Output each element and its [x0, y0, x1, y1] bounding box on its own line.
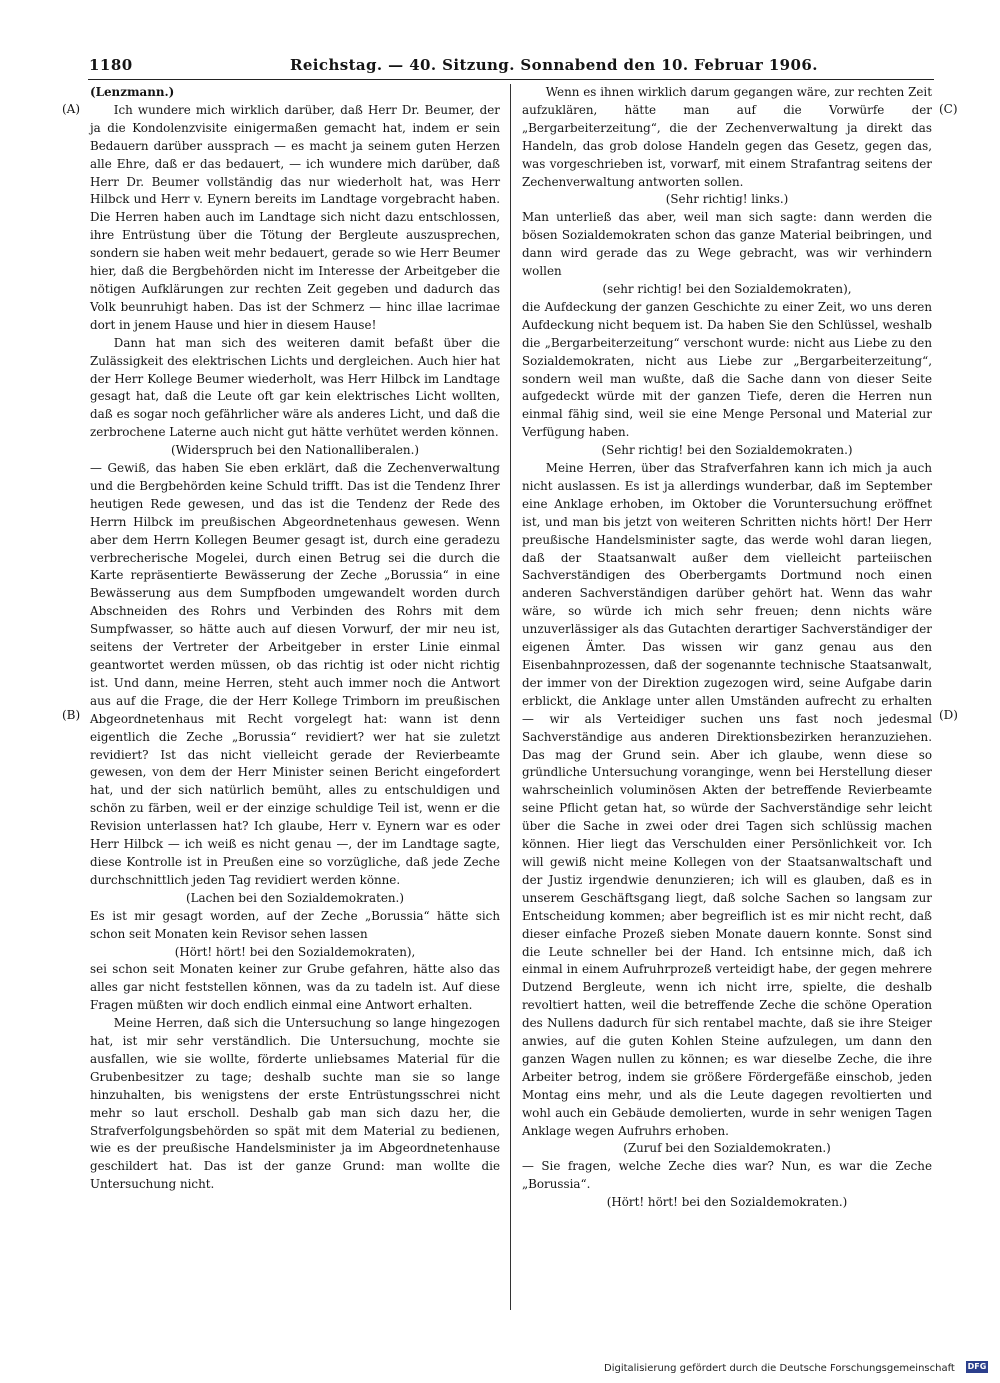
paragraph: die Aufdeckung der ganzen Geschichte zu einer Zeit, wo uns deren Aufdeckung nicht bequem ist. Da haben Sie den Schlüssel, weshalb die „Bergarbeiterzeitung“ verschont wurde: nicht aus Liebe zu den Sozialdemokraten, nicht aus Liebe zur „Bergarbeiterzeitung“, sondern weil man wußte, daß die Sache dann von dieser Seite aufgedeckt würde mit der ganzen Tiefe, deren die Herren nun einmal fähig sind, weil sie eine Menge Personal und Material zur Verfügung haben. [522, 299, 932, 440]
interjection: (Lachen bei den Sozialdemokraten.) [186, 890, 404, 905]
margin-letter-b: (B) [62, 708, 81, 722]
paragraph: Dann hat man sich des weiteren damit befaßt über die Zulässigkeit des elektrischen Lichts und dergleichen. Auch hier hat der Herr Kollege Beumer wiederholt, was Herr Hilbck im Landtage gesagt hat, daß die Leute oft gar kein elektrisches Licht wollten, daß es sogar noch gefährlicher wäre als anderes Licht, und daß die zerbrochene Laterne auch nicht gut hätte verhütet werden können. [90, 335, 500, 440]
paragraph: Es ist mir gesagt worden, auf der Zeche „Borussia“ hätte sich schon seit Monaten kein Revisor sehen lassen [90, 908, 500, 941]
column-divider [510, 84, 511, 1310]
paragraph: — Gewiß, das haben Sie eben erklärt, daß die Zechenverwaltung und die Bergbehörden keine Schuld trifft. Das ist die Tendenz Ihrer heutigen Rede gewesen, und das ist die Tendenz der Rede des Herrn Hilbck im preußischen Abgeordnetenhaus gewesen. Wenn aber dem Herrn Kollegen Beumer gesagt ist, durch eine geradezu verbrecherische Mogelei, durch einen Betrug sei die durch die Karte repräsentierte Bewässerung der Zeche „Borussia“ in eine Bewässerung aus dem Sumpfboden umgewandelt worden durch Abschneiden des Rohrs und Verbinden des Rohrs mit dem Sumpfwasser, so hätte auch auf diesen Vorwurf, der mir neu ist, seitens der Vertreter der Arbeitgeber in erster Linie einmal geantwortet werden müssen, ob das richtig ist oder nicht richtig ist. Und dann, meine Herren, steht auch immer noch die Antwort aus auf die Frage, die der Herr Kollege Trimborn im preußischen Abgeordnetenhaus mit Recht vorgelegt hat: wann ist denn eigentlich die Zeche „Borussia“ revidiert? wer hat sie zuletzt revidiert? Ist das nicht vielleicht gerade der Revierbeamte gewesen, von dem der Herr Minister seinen Bericht eingefordert hat, und der sich natürlich bemüht, alles zu entschuldigen und schön zu färben, weil er der einzige schuldige Teil ist, wenn er die Revision unterlassen hat? Ich glaube, Herr v. Eynern war es oder Herr Hilbck — ich weiß es nicht genau —, der im Landtage sagte, diese Kontrolle ist in Preußen eine so vorzügliche, daß jede Zeche durchschnittlich jeden Tag revidiert werden könne. [90, 461, 500, 887]
paragraph: Man unterließ das aber, weil man sich sagte: dann werden die bösen Sozialdemokraten schon das ganze Material beibringen, und dann wird gerade das zu Wege gebracht, was wir verhindern wollen [522, 210, 932, 279]
speaker-name: (Lenzmann.) [90, 85, 175, 99]
interjection: (sehr richtig! bei den Sozialdemokraten), [602, 281, 852, 296]
running-head: Reichstag. — 40. Sitzung. Sonnabend den 10. Februar 1906. [290, 56, 818, 74]
page-number: 1180 [89, 56, 133, 74]
left-column [90, 84, 500, 1194]
dfg-logo: DFG [967, 1362, 987, 1371]
interjection: (Sehr richtig! links.) [665, 192, 789, 207]
paragraph: Ich wundere mich wirklich darüber, daß Herr Dr. Beumer, der ja die Kondolenzvisite einigermaßen gemacht hat, indem er sein Bedauern darüber aussprach — es macht ja seinem guten Herzen alle Ehre, daß er das bedauert, — ich wundere mich darüber, daß Herr Dr. Beumer vollständig das nur wiederholt hat, was Herr Hilbck und Herr v. Eynern bereits im Landtage vorgebracht haben. Die Herren haben auch im Landtage sich nicht dazu entschlossen, ihre Entrüstung über die Tötung der Bergleute auszusprechen, sondern sie haben weit mehr bedauert, gerade so wie Herr Beumer hier, daß die Bergbehörden nicht im Interesse der Arbeitgeber die nötigen Aufklärungen zur rechten Zeit gegeben und dadurch das Volk beunruhigt haben. Das ist der Schmerz — hinc illae lacrimae dort in jenem Hause und hier in diesem Hause! [90, 102, 500, 332]
header-rule [88, 79, 934, 80]
paragraph: Meine Herren, über das Strafverfahren kann ich mich ja auch nicht auslassen. Es ist ja allerdings wunderbar, daß im September eine Anklage erhoben, im Oktober die Voruntersuchung eröffnet ist, und man bis jetzt von weiteren Schritten nichts hört! Der Herr preußische Handelsminister sagte, das werde wohl daran liegen, daß der Staatsanwalt außer dem vielleicht parteiischen Sachverständigen des Oberbergamts Dortmund noch einen anderen Sachverständigen darüber gehört hat. Wenn das wahr wäre, so würde ich mich sehr freuen; denn nichts wäre unzuverlässiger als das Gutachten derartiger Sachverständiger der eigenen Ämter. Das wissen wir ganz genau aus den Eisenbahnprozessen, daß der sogenannte technische Staatsanwalt, der immer von der Direktion zugezogen wird, seine Aufgabe darin erblickt, die Anklage unter allen Umständen aufrecht zu erhalten — wir als Verteidiger suchen uns fast noch jedesmal Sachverständige aus anderen Direktionsbezirken heranzuziehen. Das mag der Grund sein. Aber ich glaube, wenn diese so gründliche Untersuchung voranginge, wenn bei Herstellung dieser wahrscheinlich voluminösen Akten der betreffende Revierbeamte seine Pflicht getan hat, so würde der Sachverständige sehr leicht über die Sache in zwei oder drei Tagen sich schlüssig machen können. Hier liegt das Verschulden einer Persönlichkeit vor. Ich will gewiß nicht meine Kollegen von der Staatsanwaltschaft und der Justiz irgendwie denunzieren; ich will es glauben, daß es in unserem Geschäftsgang liegt, daß solche Sachen so langsam zur Entscheidung kommen; aber begreiflich ist es mir nicht recht, daß dieser einfache Prozeß sieben Monate dauern konnte. Sonst sind die Leute schneller bei der Hand. Ich entsinne mich, daß ich einmal in einem Aufruhrprozeß verteidigt habe, der gegen mehrere Dutzend Bergleute, wenn ich nicht irre, spielte, die deshalb revoltiert hatten, weil die betreffende Zeche die schöne Operation des Nullens dadurch für sich rentabel machte, daß sie ihre Steiger anwies, auf die guten Kohlen Steine aufzulegen, um dann den ganzen Wagen nullen zu können; es war dieselbe Zeche, die ihre Arbeiter betrog, indem sie größere Fördergefäße einschob, jeden Montag eins mehr, und als die Leute dagegen revoltierten und wohl auch ein Gebäude demolierten, wurde in sehr wenigen Tagen Anklage wegen Aufruhrs erhoben. [522, 461, 932, 1138]
paragraph: — Sie fragen, welche Zeche dies war? Nun, es war die Zeche „Borussia“. [522, 1159, 932, 1192]
interjection: (Hört! hört! bei den Sozialdemokraten.) [606, 1195, 848, 1210]
paragraph: sei schon seit Monaten keiner zur Grube gefahren, hätte also das alles gar nicht feststellen können, was da zu tadeln ist. Auf diese Fragen müßten wir doch endlich einmal eine Antwort erhalten. [90, 962, 500, 1013]
paragraph: Meine Herren, daß sich die Untersuchung so lange hingezogen hat, ist mir sehr verständlich. Die Untersuchung, mochte sie ausfallen, wie sie wollte, förderte unliebsames Material für die Grubenbesitzer zu tage; deshalb suchte man sie so lange hinzuhalten, bis wenigstens der erste Entrüstungsschrei nicht mehr so laut erscholl. Deshalb gab man sich dazu her, die Strafverfolgungsbehörden so spät mit dem Material zu bedienen, wie es der preußische Handelsminister ja im Abgeordnetenhause geschildert hat. Das ist der ganze Grund: man wollte die Untersuchung nicht. [90, 1016, 500, 1192]
interjection: (Zuruf bei den Sozialdemokraten.) [623, 1141, 831, 1156]
right-column [522, 84, 932, 1212]
margin-letter-d: (D) [939, 708, 958, 722]
interjection: (Widerspruch bei den Nationalliberalen.) [171, 443, 419, 458]
paragraph: Wenn es ihnen wirklich darum gegangen wäre, zur rechten Zeit aufzuklären, hätte man auf die Vorwürfe der „Bergarbeiterzeitung“, die der Zechenverwaltung ja direkt das Handeln, das grob dolose Handeln gegen das Gesetz, gegen das, was vorgeschrieben ist, vorwarf, mit einem Strafantrag seitens der Zechenverwaltung antworten sollen. [522, 85, 932, 189]
interjection: (Sehr richtig! bei den Sozialdemokraten.) [601, 443, 853, 458]
digitization-credit: Digitalisierung gefördert durch die Deutsche Forschungsgemeinschaft [604, 1363, 955, 1374]
interjection: (Hört! hört! bei den Sozialdemokraten), [174, 944, 416, 959]
margin-letter-c: (C) [939, 102, 958, 116]
margin-letter-a: (A) [62, 102, 81, 116]
